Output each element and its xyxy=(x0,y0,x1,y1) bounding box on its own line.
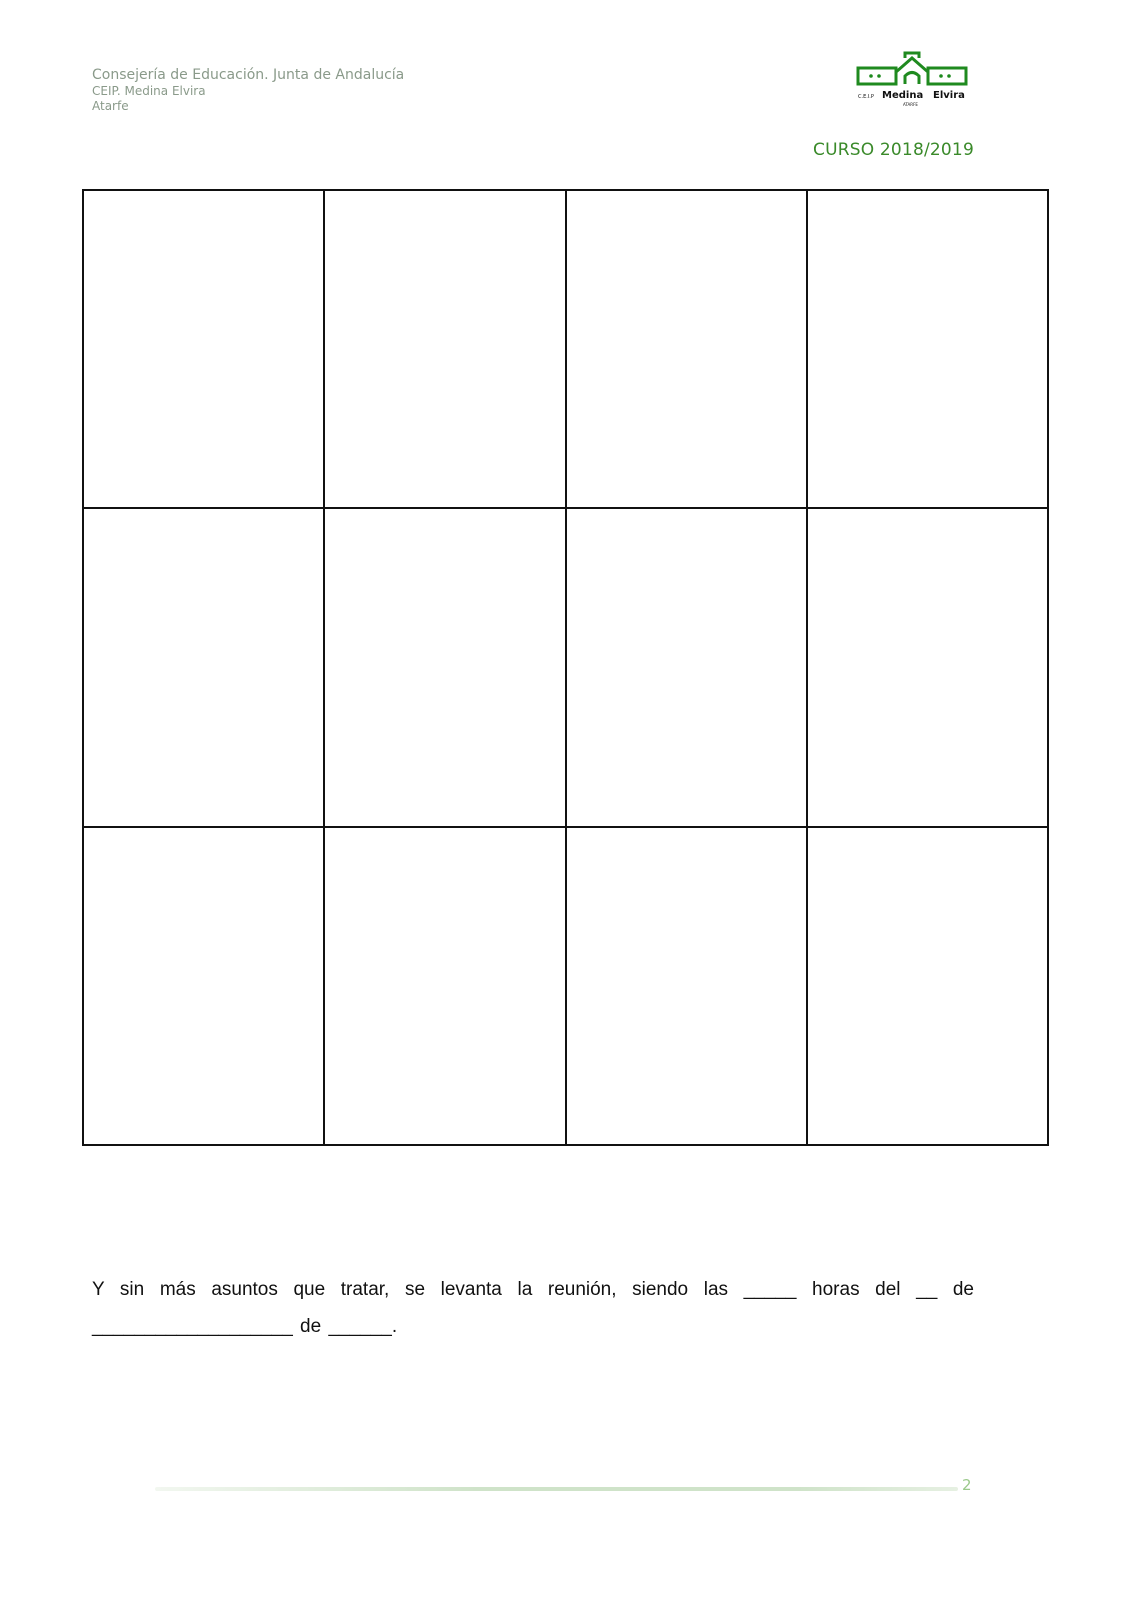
table-cell xyxy=(324,508,565,826)
table-row xyxy=(83,827,1048,1145)
table-cell xyxy=(566,508,807,826)
logo-name-part2: Elvira xyxy=(933,90,965,101)
table-row xyxy=(83,190,1048,508)
table-cell xyxy=(83,827,324,1145)
blank-grid-table xyxy=(82,189,1049,1146)
logo-prefix: C.E.I.P xyxy=(858,94,874,100)
school-logo xyxy=(855,50,970,112)
school-logo-icon xyxy=(855,50,970,112)
course-year: CURSO 2018/2019 xyxy=(813,140,974,160)
header-ministry: Consejería de Educación. Junta de Andalucía xyxy=(92,67,405,83)
logo-name-part1: Medina xyxy=(882,90,924,101)
table-cell xyxy=(807,508,1048,826)
footer-divider xyxy=(155,1487,958,1491)
closing-statement: Y sin más asuntos que tratar, se levanta la reunión, siendo las _____ horas del __ de ___________________ de ______. xyxy=(92,1279,974,1337)
table-cell xyxy=(324,827,565,1145)
header-town: Atarfe xyxy=(92,99,129,113)
table-row xyxy=(83,508,1048,826)
table-cell xyxy=(807,827,1048,1145)
table-cell xyxy=(566,827,807,1145)
table-cell xyxy=(566,190,807,508)
table-cell xyxy=(83,190,324,508)
header-school: CEIP. Medina Elvira xyxy=(92,84,206,98)
logo-town: ATARFE xyxy=(903,102,918,107)
table-cell xyxy=(324,190,565,508)
table-cell xyxy=(83,508,324,826)
table-cell xyxy=(807,190,1048,508)
institution-header xyxy=(92,67,404,114)
page-number: 2 xyxy=(962,1476,972,1494)
